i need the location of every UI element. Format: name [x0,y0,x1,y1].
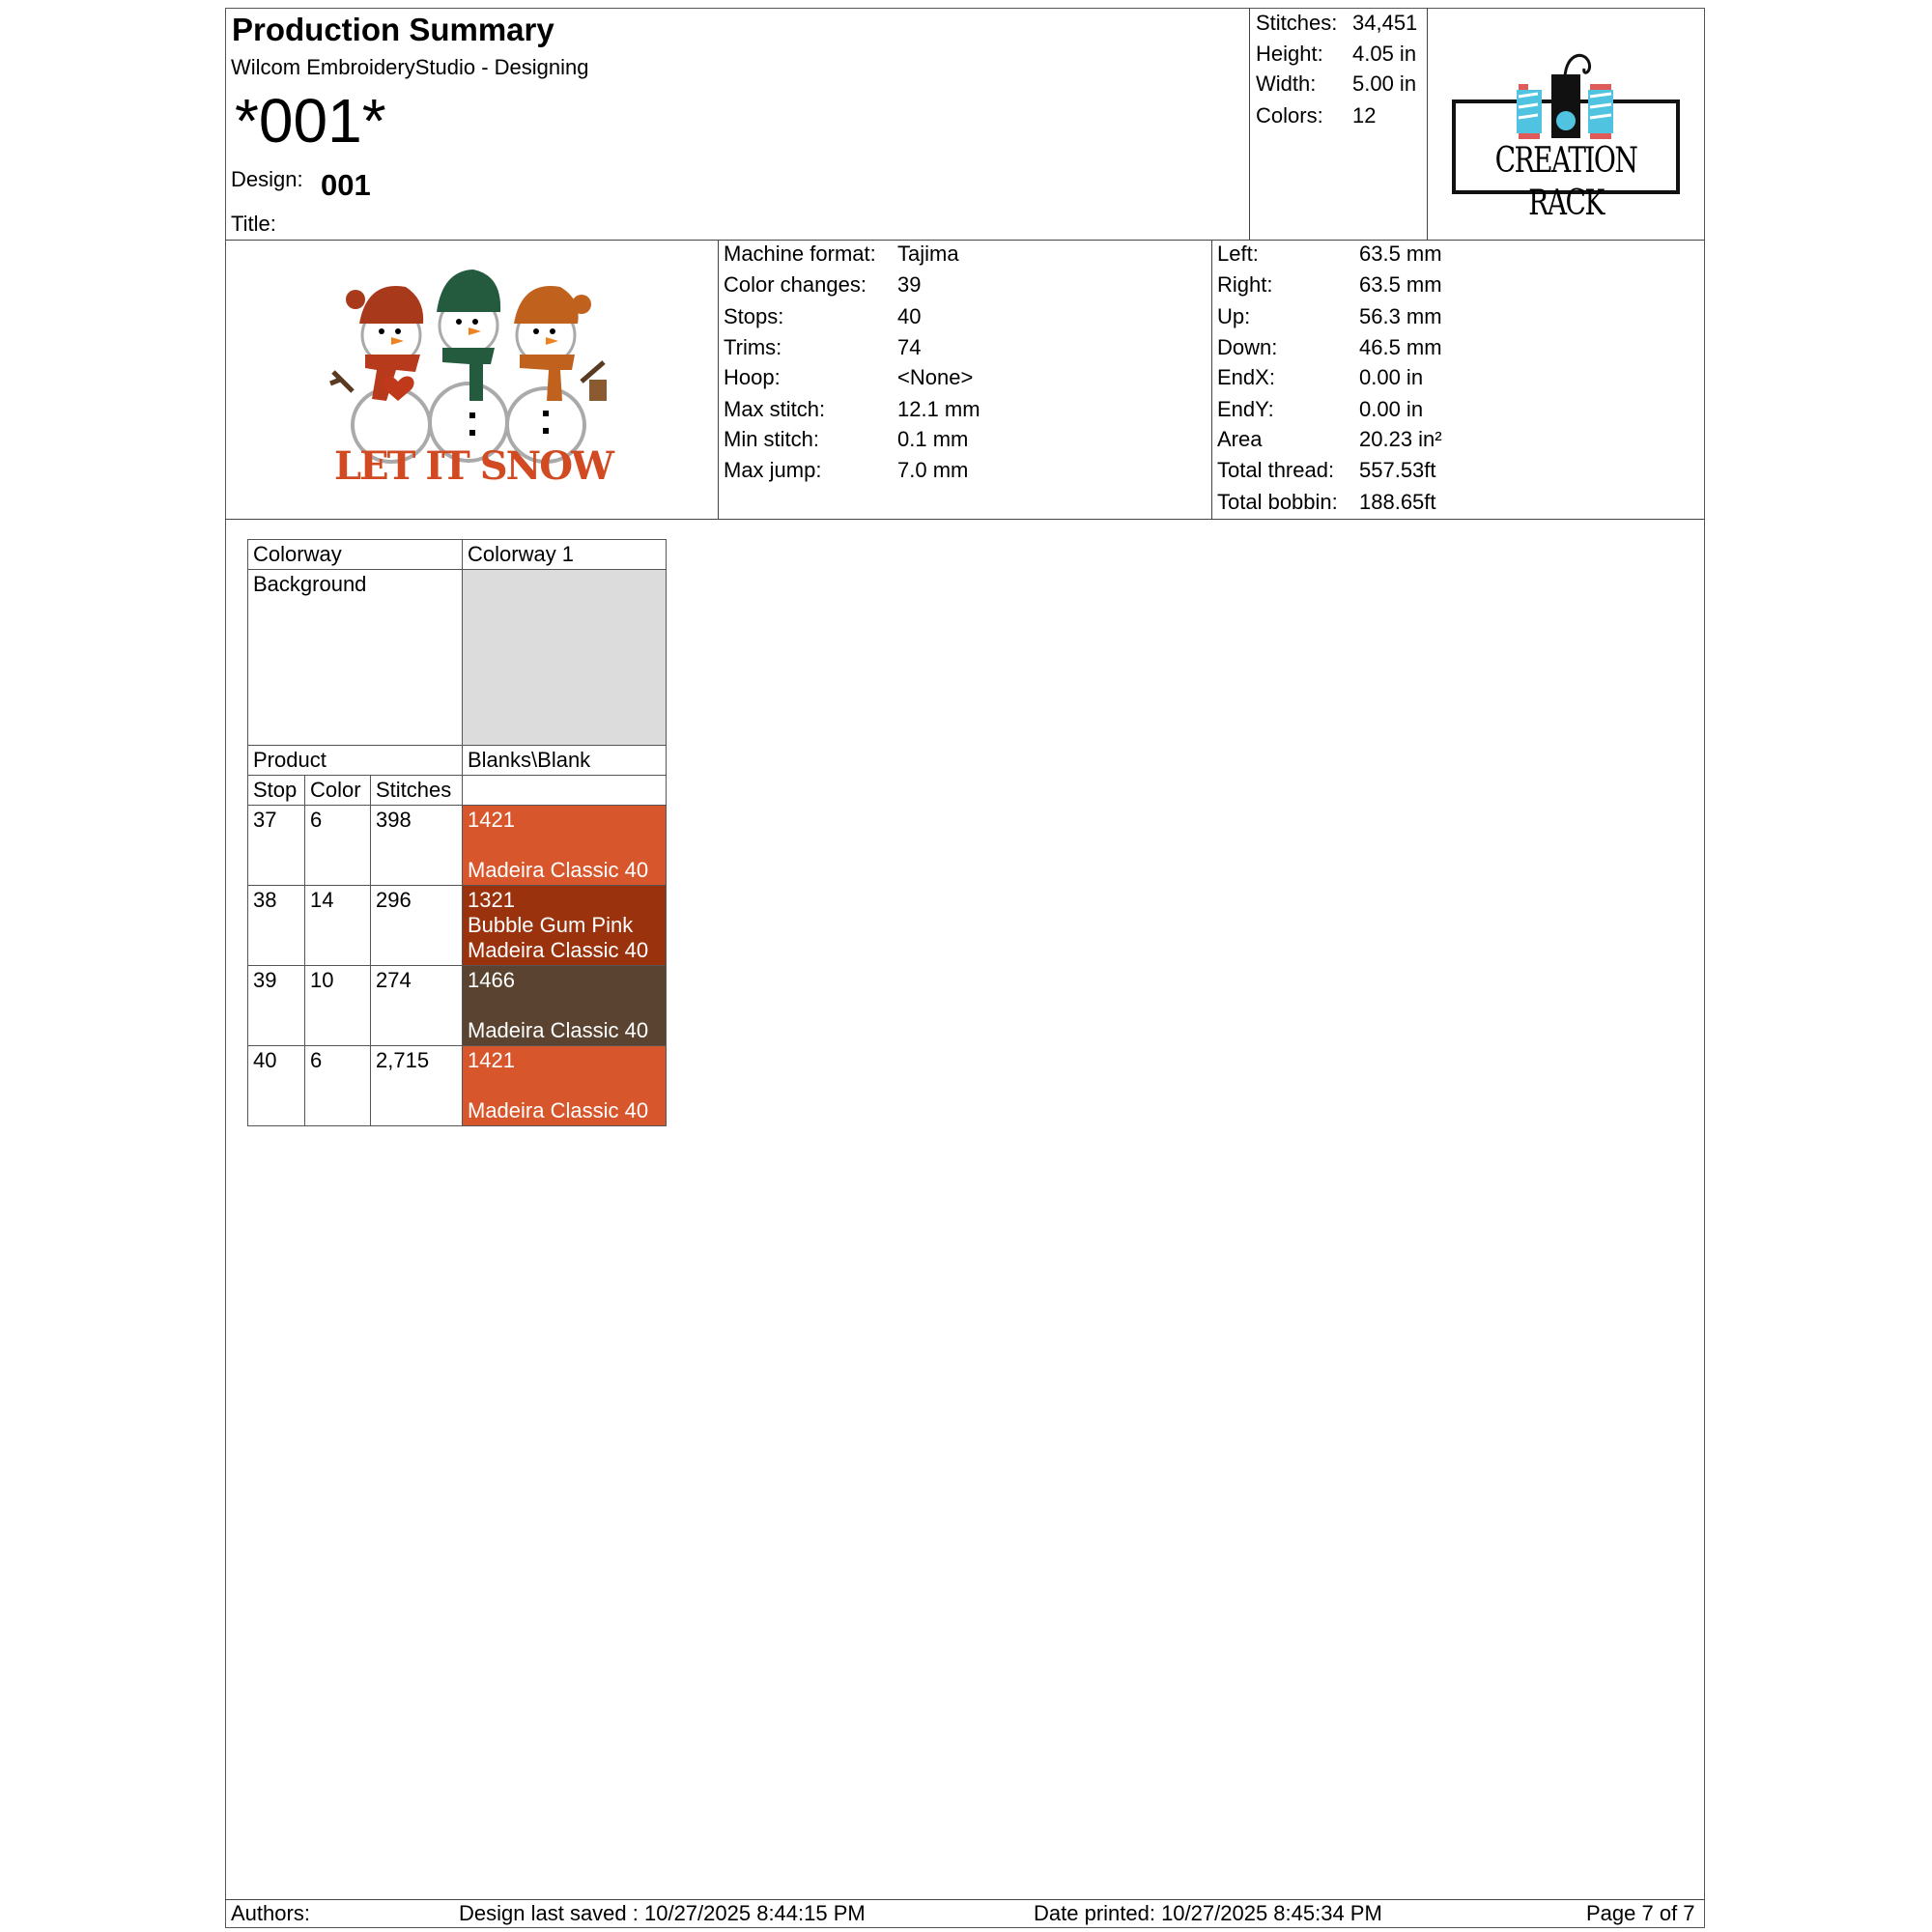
stitches-label: Stitches: [1256,11,1338,35]
stitches-cell: 274 [371,966,463,1046]
page-title: Production Summary [232,12,554,47]
thread-name: Bubble Gum Pink [468,913,634,937]
color-cell: 10 [305,966,371,1046]
color-cell: 6 [305,806,371,886]
extent-label: Area [1217,427,1263,451]
machine-label: Max stitch: [724,397,826,421]
thread-name [468,993,661,1018]
color-cell: 14 [305,886,371,966]
table-row [248,1046,667,1126]
table-row [248,886,667,966]
extent-label: Up: [1217,304,1251,328]
extent-value: 63.5 mm [1359,242,1442,266]
machine-label: Trims: [724,335,782,359]
header-color: Color [305,776,371,806]
thread-swatch [463,1046,667,1126]
app-name: Wilcom EmbroideryStudio - Designing [231,55,589,79]
design-value: 001 [321,168,371,202]
footer-page: Page 7 of 7 [1586,1901,1695,1925]
background-swatch [463,570,667,746]
stitches-cell: 2,715 [371,1046,463,1126]
extent-value: 56.3 mm [1359,304,1442,328]
height-value: 4.05 in [1352,42,1417,66]
footer-divider [225,1899,1705,1900]
header-divider [225,240,1705,241]
height-label: Height: [1256,42,1323,66]
thread-name [468,1073,661,1098]
thread-brand: Madeira Classic 40 [468,1018,649,1042]
stitches-cell: 296 [371,886,463,966]
machine-value: 0.1 mm [897,427,969,451]
machine-label: Machine format: [724,242,876,266]
machine-value: 7.0 mm [897,458,969,482]
machine-label: Stops: [724,304,784,328]
extent-label: Left: [1217,242,1259,266]
thread-brand: Madeira Classic 40 [468,858,649,882]
header-swatch [463,776,667,806]
thread-swatch [463,966,667,1046]
thread-code: 1421 [468,1048,515,1072]
thread-swatch [463,886,667,966]
extents-divider [1211,240,1212,519]
machine-label: Min stitch: [724,427,820,451]
extent-label: Total bobbin: [1217,490,1338,514]
extent-value: 63.5 mm [1359,272,1442,297]
machine-value: 12.1 mm [897,397,980,421]
footer-printed: Date printed: 10/27/2025 8:45:34 PM [1034,1901,1382,1925]
stop-cell: 40 [248,1046,305,1126]
thread-code: 1421 [468,808,515,832]
summary-divider-left [1249,8,1250,240]
thread-brand: Madeira Classic 40 [468,938,649,962]
colorway-value: Colorway 1 [463,540,667,570]
colors-value: 12 [1352,103,1377,128]
colorway-table [247,539,667,1126]
product-value: Blanks\Blank [463,746,667,776]
table-row [248,966,667,1046]
extent-value: 0.00 in [1359,365,1424,389]
product-label: Product [248,746,463,776]
extent-label: Down: [1217,335,1278,359]
stop-cell: 37 [248,806,305,886]
design-preview [328,266,618,497]
width-value: 5.00 in [1352,71,1417,96]
thread-name [468,833,661,858]
machine-value: 74 [897,335,922,359]
design-label: Design: [231,167,303,191]
thread-brand: Madeira Classic 40 [468,1098,649,1122]
machine-value: Tajima [897,242,959,266]
extent-value: 0.00 in [1359,397,1424,421]
stop-cell: 39 [248,966,305,1046]
extent-label: EndX: [1217,365,1275,389]
colorway-label: Colorway [248,540,463,570]
design-code: *001* [235,86,386,156]
creation-rack-logo [1449,43,1681,223]
info-divider [225,519,1705,520]
header-stitches: Stitches [371,776,463,806]
extent-label: EndY: [1217,397,1274,421]
machine-label: Hoop: [724,365,781,389]
header-stop: Stop [248,776,305,806]
summary-divider-right [1427,8,1428,240]
machine-value: 40 [897,304,922,328]
machine-value: <None> [897,365,974,389]
design-caption: LET IT SNOW [334,443,612,489]
logo-text: CREATION RACK [1494,141,1637,223]
machine-value: 39 [897,272,922,297]
extent-value: 557.53ft [1359,458,1436,482]
footer-saved: Design last saved : 10/27/2025 8:44:15 PM [459,1901,866,1925]
extent-value: 188.65ft [1359,490,1436,514]
colors-label: Colors: [1256,103,1323,128]
background-label: Background [248,570,463,746]
thread-code: 1466 [468,968,515,992]
extent-value: 20.23 in² [1359,427,1442,451]
table-row [248,806,667,886]
footer-authors: Authors: [231,1901,310,1925]
machine-label: Color changes: [724,272,867,297]
stitches-cell: 398 [371,806,463,886]
extent-label: Total thread: [1217,458,1335,482]
thread-code: 1321 [468,888,515,912]
extent-label: Right: [1217,272,1273,297]
machine-label: Max jump: [724,458,822,482]
extent-value: 46.5 mm [1359,335,1442,359]
thread-swatch [463,806,667,886]
title-label: Title: [231,212,276,236]
stop-cell: 38 [248,886,305,966]
color-cell: 6 [305,1046,371,1126]
width-label: Width: [1256,71,1317,96]
image-divider [718,240,719,519]
stitches-value: 34,451 [1352,11,1418,35]
